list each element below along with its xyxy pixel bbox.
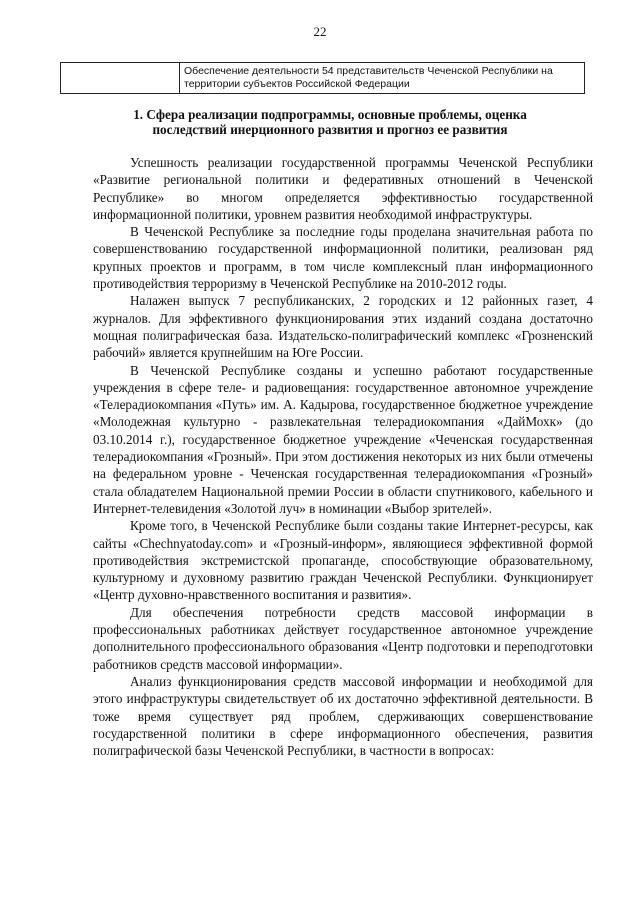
table-cell-text: Обеспечение деятельности 54 представительств Чеченской Республики на территории субъектов Российской Федерации xyxy=(180,63,585,94)
paragraph: В Чеченской Республике созданы и успешно работают государственные учреждения в сфере теле- и радиовещания: государственное автономное учреждение «Телерадиокомпания «Путь» им. А. Кадырова, государственное бюджетное учреждение «Молодежная культурно - развлекательная телерадиокомпания «ДайМохк» (до 03.10.2014 г.), государственное бюджетное учреждение «Чеченская государственная телерадиокомпания «Грозный». При этом достижения некоторых из них были отмечены на федеральном уровне - Чеченская государственная телерадиокомпания «Грозный» стала обладателем Национальной премии России в области спутникового, кабельного и Интернет-телевидения «Золотой луч» в номинации «Выбор зрителей». xyxy=(93,362,593,516)
table-row xyxy=(61,63,585,94)
paragraph: Налажен выпуск 7 республиканских, 2 городских и 12 районных газет, 4 журналов. Для эффективного функционирования этих изданий создана достаточно мощная полиграфическая база. Издательско-полиграфический комплекс «Грозненский рабочий» является крупнейшим на Юге России. xyxy=(93,293,593,361)
document-body xyxy=(93,154,593,759)
section-title: 1. Сфера реализации подпрограммы, основные проблемы, оценка последствий инерционного развития и прогноз ее развития xyxy=(133,107,527,137)
paragraph: Кроме того, в Чеченской Республике были созданы такие Интернет-ресурсы, как сайты «Chechnyatoday.com» и «Грозный-информ», являющиеся эффективной формой противодействия экстремистской пропаганде, способствующие образовательному, культурному и духовному развитию граждан Чеченской Республики. Функционирует «Центр духовно-нравственного воспитания и развития». xyxy=(93,518,593,603)
paragraph: Анализ функционирования средств массовой информации и необходимой для этого инфраструктуры свидетельствует об их достаточно эффективной деятельности. В тоже время существует ряд проблем, сдерживающих совершенствование государственной политики в сфере информационного обеспечения, развития полиграфической базы Чеченской Республики, в частности в вопросах: xyxy=(93,673,593,759)
program-table xyxy=(60,62,585,94)
page-number: 22 xyxy=(313,24,327,39)
paragraph: Успешность реализации государственной программы Чеченской Республики «Развитие региональной политики и федеративных отношений в Чеченской Республике» во многом определяется эффективностью государственной информационной политики, уровнем развития необходимой инфраструктуры. xyxy=(93,155,593,222)
paragraph: Для обеспечения потребности средств массовой информации в профессиональных работниках действует государственное автономное учреждение дополнительного профессионального образования «Центр подготовки и переподготовки работников средств массовой информации». xyxy=(93,604,593,672)
table-cell-empty xyxy=(61,63,180,94)
paragraph: В Чеченской Республике за последние годы проделана значительная работа по совершенствованию государственной информационной политики, реализован ряд крупных проектов и программ, в том числе комплексный план информационного противодействия терроризму в Чеченской Республике на 2010-2012 годы. xyxy=(93,224,593,292)
